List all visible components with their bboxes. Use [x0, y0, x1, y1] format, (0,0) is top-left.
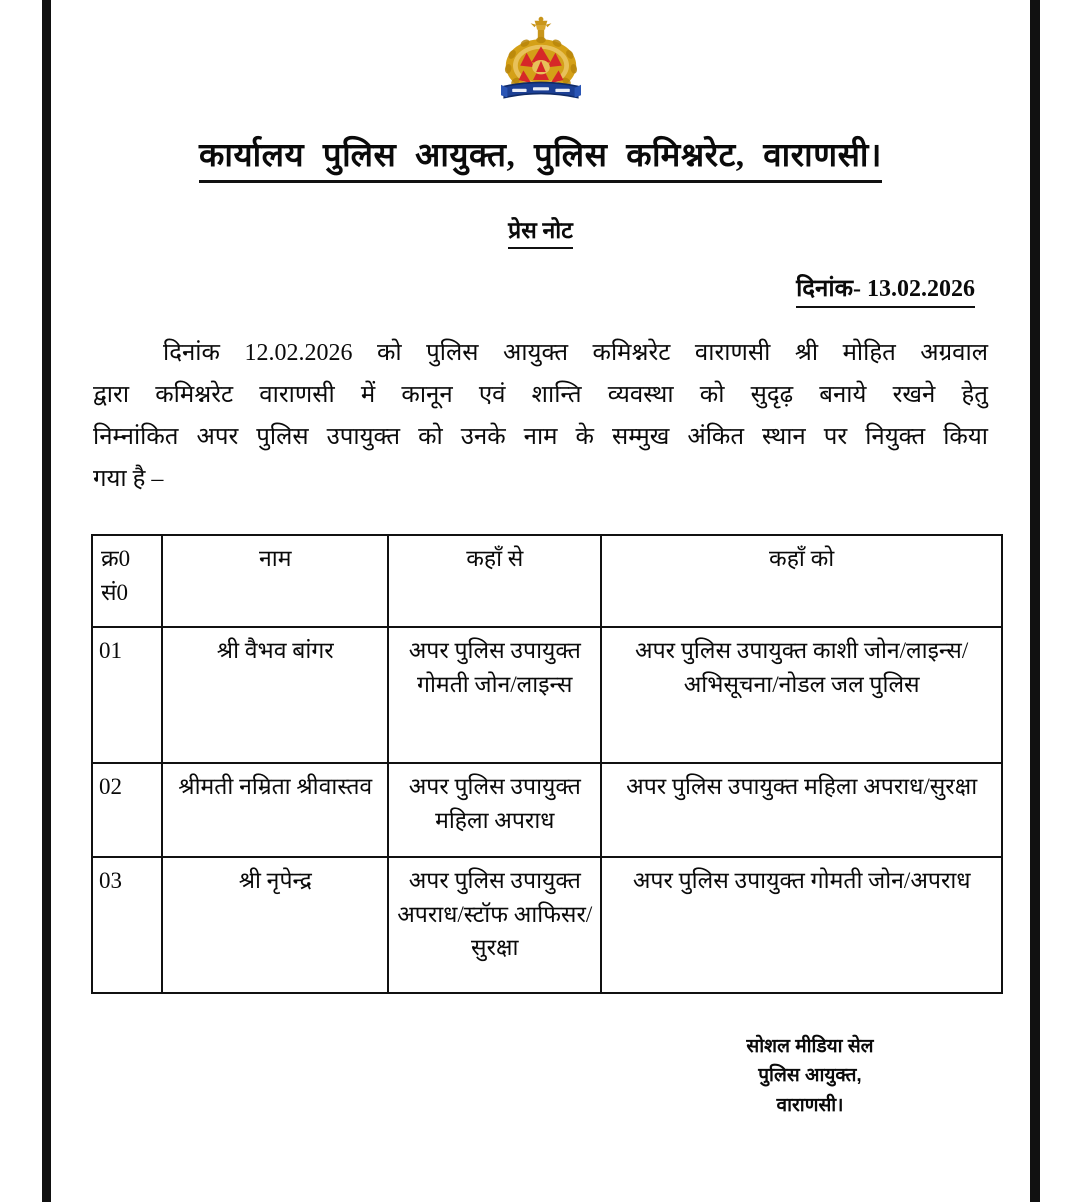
page-gutter-left: [0, 0, 42, 1202]
emblem-container: [51, 0, 1030, 120]
table-header-serial-line1: क्र0: [101, 546, 131, 572]
row-from: अपर पुलिस उपायुक्त महिला अपराध: [388, 763, 601, 857]
document-page: [51, 0, 1030, 1202]
body-paragraph: [93, 332, 988, 500]
police-emblem-icon: [493, 16, 589, 112]
press-note-subtitle: [51, 213, 1030, 249]
body-line-1: दिनांक 12.02.2026 को पुलिस आयुक्त कमिश्नरेट वाराणसी श्री मोहित अग्रवाल: [163, 340, 988, 367]
row-name: श्री वैभव बांगर: [162, 627, 388, 763]
row-name: श्री नृपेन्द्र: [162, 857, 388, 993]
body-line-2: द्वारा कमिश्नरेट वाराणसी में कानून एवं शान्ति व्यवस्था को सुदृढ़ बनाये रखने हेतु: [93, 382, 988, 409]
table-row: [92, 857, 1002, 993]
page-title: [51, 136, 1030, 183]
scan-edge-band-right: [1030, 0, 1040, 1202]
row-serial: 03: [92, 857, 162, 993]
document-date: [51, 271, 1030, 308]
row-to: अपर पुलिस उपायुक्त महिला अपराध/सुरक्षा: [601, 763, 1002, 857]
row-serial: 01: [92, 627, 162, 763]
table-header-row: [92, 535, 1002, 627]
footer-line-1: सोशल मीडिया सेल: [746, 1036, 874, 1057]
assignment-table-container: [91, 534, 990, 994]
table-header-to: कहाँ को: [601, 535, 1002, 627]
body-line-4: गया है –: [93, 466, 164, 493]
table-header-name: नाम: [162, 535, 388, 627]
table-header-serial-line2: सं0: [101, 579, 129, 605]
table-header-serial: [92, 535, 162, 627]
page-gutter-right: [1040, 0, 1080, 1202]
page-title-text: कार्यालय पुलिस आयुक्त, पुलिस कमिश्नरेट, वाराणसी।: [199, 136, 882, 183]
assignment-table: [91, 534, 1003, 994]
row-to: अपर पुलिस उपायुक्त गोमती जोन/अपराध: [601, 857, 1002, 993]
footer-line-3: वाराणसी।: [776, 1094, 844, 1116]
table-row: [92, 627, 1002, 763]
scan-edge-band-left: [42, 0, 51, 1202]
footer-signature-block: [630, 1032, 990, 1120]
document-content: [51, 0, 1030, 994]
row-to: अपर पुलिस उपायुक्त काशी जोन/लाइन्स/अभिसूचना/नोडल जल पुलिस: [601, 627, 1002, 763]
table-header-from: कहाँ से: [388, 535, 601, 627]
document-date-text: दिनांक- 13.02.2026: [796, 271, 975, 308]
row-name: श्रीमती नम्रिता श्रीवास्तव: [162, 763, 388, 857]
footer-line-2: पुलिस आयुक्त,: [758, 1065, 862, 1087]
table-row: [92, 763, 1002, 857]
row-serial: 02: [92, 763, 162, 857]
press-note-subtitle-text: प्रेस नोट: [508, 213, 573, 249]
row-from: अपर पुलिस उपायुक्त गोमती जोन/लाइन्स: [388, 627, 601, 763]
body-line-3: निम्नांकित अपर पुलिस उपायुक्त को उनके नाम के सम्मुख अंकित स्थान पर नियुक्त किया: [93, 424, 988, 451]
row-from: अपर पुलिस उपायुक्त अपराध/स्टॉफ आफिसर/सुरक्षा: [388, 857, 601, 993]
